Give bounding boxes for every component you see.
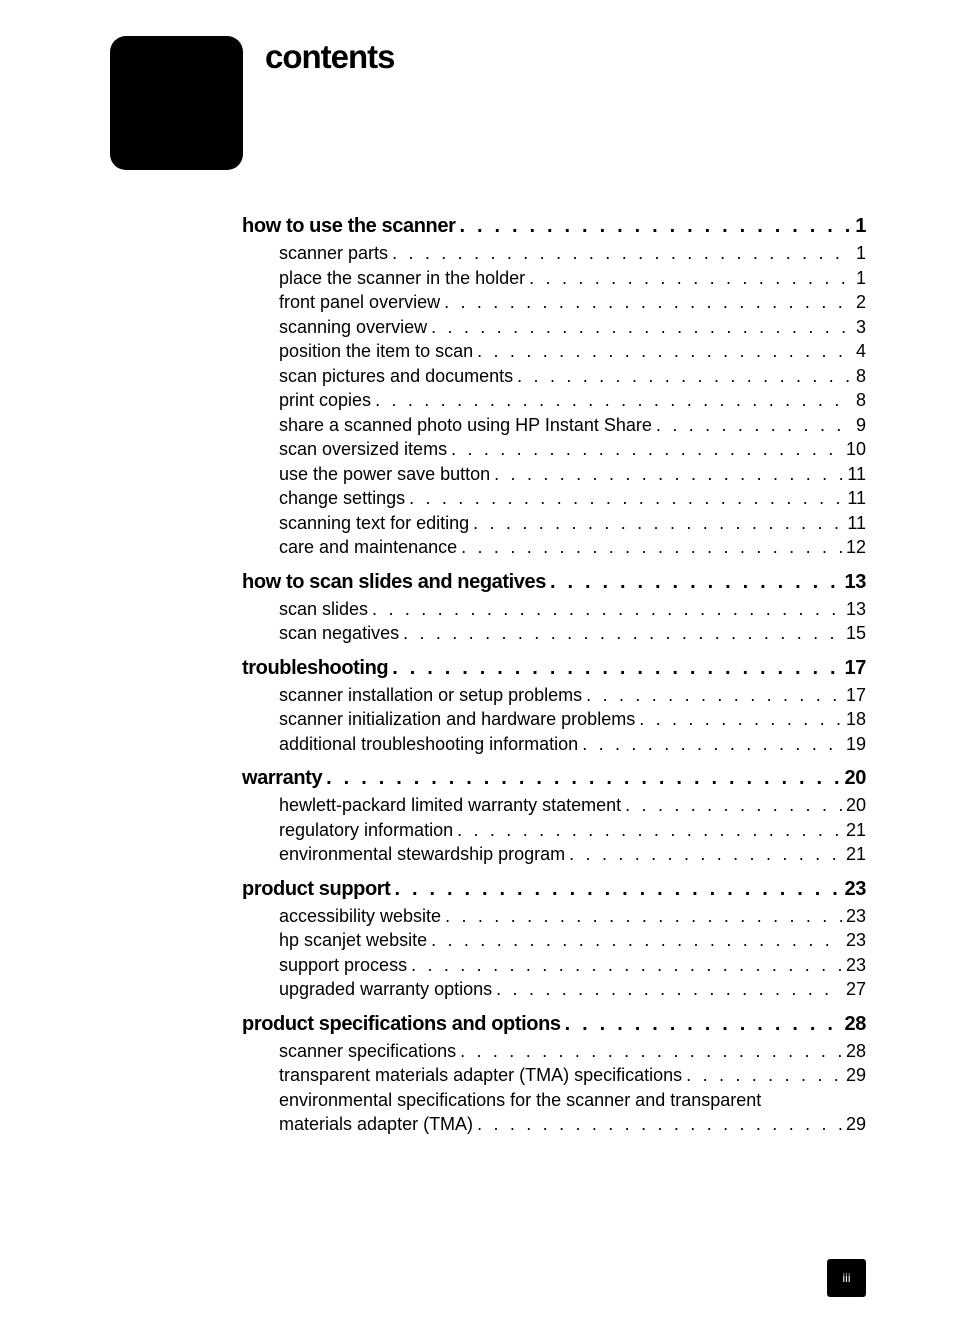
toc-entry-page: 8 [855,390,866,410]
dot-leader [517,364,852,389]
toc-entry-title: materials adapter (TMA) [279,1114,474,1134]
toc-entry-page: 28 [845,1040,866,1061]
dot-leader [494,462,843,487]
toc-heading-page: 1 [855,215,866,237]
toc-entry-page: 17 [845,684,866,705]
dot-leader [326,763,840,793]
toc-heading[interactable] [242,1009,866,1039]
toc-entry[interactable] [242,953,866,978]
toc-entry[interactable] [242,535,866,560]
toc-entry-title: scan oversized items [279,439,448,459]
toc-entry[interactable] [242,707,866,732]
toc-entry-page: 4 [855,341,866,361]
toc-entry[interactable] [242,928,866,953]
toc-entry-page: 15 [845,623,866,643]
toc-entry-page: 29 [845,1114,866,1134]
toc-entry-title: care and maintenance [279,537,458,557]
chapter-tab-block [110,36,243,170]
toc-entry-title: change settings [279,488,406,508]
toc-entry-page: 11 [847,512,866,533]
toc-entry-title: scanning overview [279,316,428,337]
dot-leader [411,953,842,978]
toc-entry-page: 3 [855,316,866,337]
toc-entry[interactable] [242,1063,866,1088]
dot-leader [445,904,842,929]
toc-entry-page: 23 [845,905,866,926]
toc-entry[interactable] [242,290,866,315]
toc-entry-title: front panel overview [279,292,441,312]
toc-heading-title: warranty [242,767,323,789]
toc-entry[interactable] [242,818,866,843]
toc-entry-page: 2 [855,292,866,312]
toc-section [242,874,866,1002]
dot-leader [431,315,852,340]
toc-entry[interactable] [242,462,866,487]
toc-heading-page: 17 [844,656,866,679]
toc-entry[interactable] [242,683,866,708]
toc-heading-page: 20 [844,767,866,789]
toc-entry-page: 9 [855,414,866,435]
toc-entry-title: scan pictures and documents [279,365,514,386]
toc-entry-page: 1 [855,267,866,288]
toc-entry-page: 11 [847,488,866,508]
toc-entry-title: scanner installation or setup problems [279,684,583,705]
toc-heading[interactable] [242,763,866,793]
toc-heading[interactable] [242,211,866,241]
toc-entry-page: 10 [845,439,866,459]
toc-entry-title: share a scanned photo using HP Instant Share [279,414,652,435]
toc-entry-title: use the power save button [279,463,491,484]
toc-entry-wrapped-line[interactable]: environmental specifications for the scanner and transparent [279,1089,762,1110]
dot-leader [375,388,852,413]
dot-leader [477,1112,842,1137]
toc-entry-page: 13 [845,598,866,619]
toc-entry-page: 20 [845,795,866,815]
dot-leader [394,874,840,904]
toc-entry[interactable] [242,621,866,646]
toc-entry-title: position the item to scan [279,341,474,361]
toc-entry[interactable] [242,266,866,291]
toc-entry-title: regulatory information [279,819,454,840]
dot-leader [451,437,842,462]
toc-entry-title: scanner initialization and hardware problems [279,709,636,729]
page-title: contents [265,38,395,75]
toc-entry-title: scanning text for editing [279,512,470,533]
toc-entry-title: additional troubleshooting information [279,733,579,754]
dot-leader [477,339,852,364]
dot-leader [550,567,841,597]
toc-entry-title: scan negatives [279,623,400,643]
dot-leader [625,793,842,818]
toc-entry[interactable] [242,388,866,413]
toc-entry[interactable] [242,241,866,266]
toc-entry-page: 29 [845,1065,866,1085]
toc-entry-title: upgraded warranty options [279,979,493,999]
dot-leader [403,621,842,646]
toc-entry-page: 23 [845,930,866,950]
toc-heading-title: product specifications and options [242,1012,561,1035]
dot-leader [457,818,842,843]
toc-entry-title: scanner specifications [279,1040,457,1061]
toc-entry-title: scanner parts [279,243,389,263]
toc-entry[interactable] [242,486,866,511]
toc-entry[interactable] [242,793,866,818]
dot-leader [392,241,852,266]
toc-heading-title: troubleshooting [242,656,389,679]
toc-entry-page: 23 [845,954,866,975]
toc-heading[interactable] [242,653,866,683]
toc-entry[interactable] [242,1112,866,1137]
dot-leader [656,413,852,438]
toc-entry[interactable] [242,732,866,757]
toc-entry[interactable] [242,437,866,462]
dot-leader [565,1009,841,1039]
toc-entry-page: 21 [845,844,866,864]
toc-entry-title: print copies [279,390,372,410]
dot-leader [444,290,852,315]
toc-heading-page: 28 [844,1012,866,1035]
toc-heading-page: 23 [844,877,866,900]
toc-entry-page: 19 [845,733,866,754]
toc-entry-title: accessibility website [279,905,442,926]
toc-entry-title: transparent materials adapter (TMA) specifications [279,1065,683,1085]
toc-heading-title: product support [242,877,391,900]
toc-entry[interactable] [242,597,866,622]
toc-entry[interactable] [242,339,866,364]
dot-leader [686,1063,842,1088]
toc-section [242,211,866,560]
toc-entry-title: place the scanner in the holder [279,267,526,288]
toc-entry[interactable] [242,1039,866,1064]
dot-leader [461,535,842,560]
toc-entry[interactable] [242,315,866,340]
dot-leader [459,211,851,241]
toc-section [242,653,866,757]
toc-entry-page: 18 [845,709,866,729]
toc-entry[interactable] [242,511,866,536]
toc-entry-title: hp scanjet website [279,930,428,950]
dot-leader [409,486,843,511]
toc-section [242,763,866,867]
toc-entry-title: support process [279,954,408,975]
toc-entry[interactable] [242,904,866,929]
dot-leader [639,707,842,732]
page-number-badge: iii [827,1259,866,1297]
toc-entry-title: hewlett-packard limited warranty statement [279,795,622,815]
toc-entry-page: 1 [855,243,866,263]
toc-entry-page: 8 [855,365,866,386]
dot-leader [586,683,842,708]
toc-heading-page: 13 [844,570,866,593]
toc-section [242,1009,866,1137]
toc-entry[interactable] [242,413,866,438]
dot-leader [392,653,840,683]
dot-leader [569,842,842,867]
toc-entry-page: 21 [845,819,866,840]
toc-entry-title: environmental stewardship program [279,844,566,864]
table-of-contents [242,211,866,1144]
dot-leader [582,732,842,757]
toc-entry-page: 11 [847,463,866,484]
toc-heading[interactable] [242,874,866,904]
dot-leader [372,597,842,622]
dot-leader [431,928,842,953]
dot-leader [496,977,842,1002]
toc-heading-title: how to scan slides and negatives [242,570,546,593]
dot-leader [460,1039,842,1064]
toc-entry-title: scan slides [279,598,369,619]
toc-heading[interactable] [242,567,866,597]
toc-entry[interactable] [242,977,866,1002]
dot-leader [529,266,852,291]
toc-entry-page: 27 [845,979,866,999]
toc-entry[interactable] [242,364,866,389]
toc-heading-title: how to use the scanner [242,215,456,237]
toc-entry-page: 12 [845,537,866,557]
toc-section [242,567,866,646]
toc-entry[interactable] [242,842,866,867]
dot-leader [473,511,843,536]
